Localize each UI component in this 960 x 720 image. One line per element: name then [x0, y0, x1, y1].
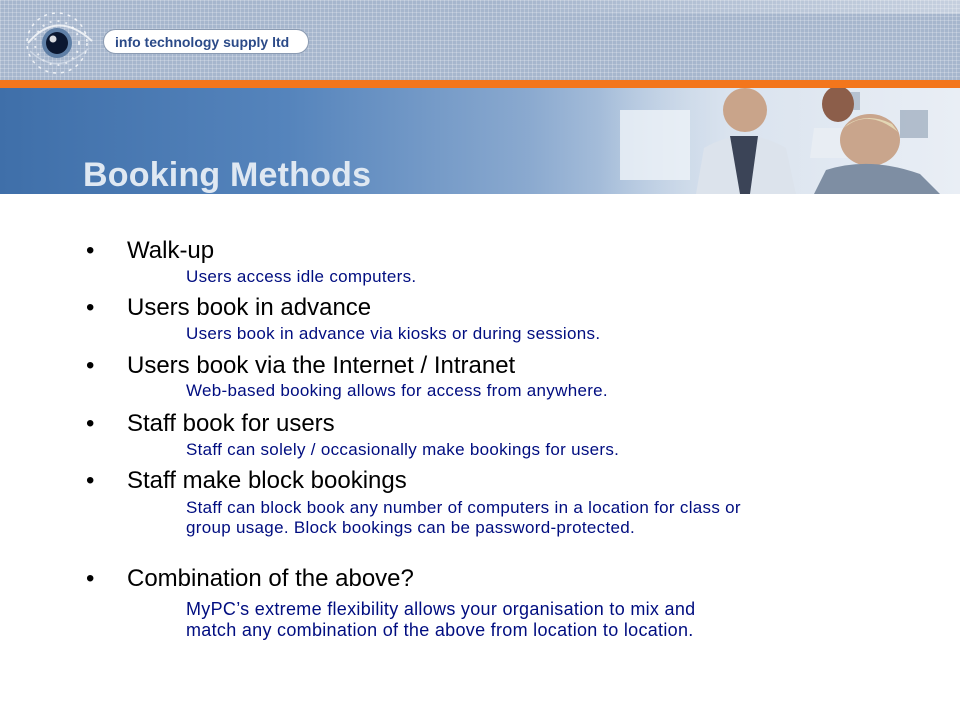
bullet-heading: Staff make block bookings	[127, 467, 407, 494]
bullet-heading: Walk-up	[127, 237, 215, 264]
bullet-heading: Users book via the Internet / Intranet	[127, 352, 516, 379]
bullet-description: Staff can block book any number of computers in a location for class or group usage. Block bookings can be password-protected.	[186, 498, 741, 537]
bullet-dot-icon: •	[86, 467, 95, 494]
bullet-heading: Staff book for users	[127, 410, 335, 437]
bullet-dot-icon: •	[86, 565, 95, 592]
bullet-dot-icon: •	[86, 410, 95, 437]
bullet-dot-icon: •	[86, 237, 95, 264]
slide-title: Booking Methods	[83, 156, 372, 194]
bullet-heading: Combination of the above?	[127, 565, 414, 592]
bullet-description: Users access idle computers.	[186, 267, 417, 286]
bullet-description: Web-based booking allows for access from anywhere.	[186, 381, 608, 400]
bullet-description: Staff can solely / occasionally make bookings for users.	[186, 440, 620, 459]
bullet-dot-icon: •	[86, 352, 95, 379]
brand-name: info technology supply ltd	[103, 29, 309, 54]
bullet-heading: Users book in advance	[127, 294, 372, 321]
bullet-description: MyPC’s extreme flexibility allows your organisation to mix and match any combination of the above from location to location.	[186, 599, 696, 640]
bullet-description: Users book in advance via kiosks or during sessions.	[186, 324, 601, 343]
bullet-dot-icon: •	[86, 294, 95, 321]
